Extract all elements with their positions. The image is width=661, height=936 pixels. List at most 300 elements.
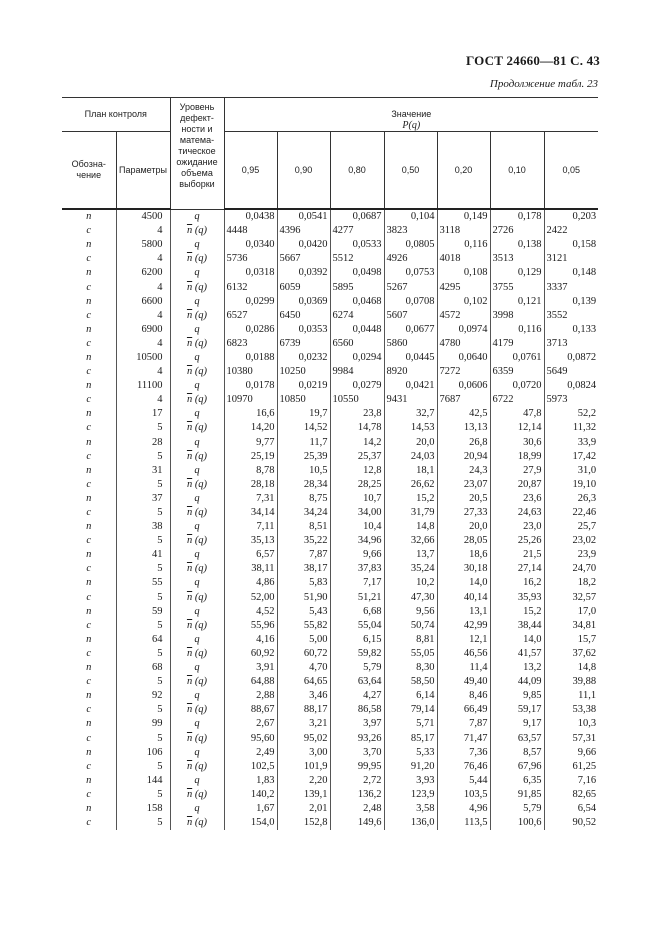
mean-sample-size-symbol: $\overline{n}$	[186, 563, 193, 575]
table-row	[62, 506, 598, 520]
table-row	[62, 421, 598, 435]
header-probability: 0,10	[490, 132, 544, 210]
table-row	[62, 393, 598, 407]
designation-cell: c	[86, 337, 92, 349]
table-row	[62, 224, 598, 238]
header-row-top	[62, 98, 598, 132]
probability-value-cell: 21,5	[490, 548, 544, 562]
mean-sample-size-symbol: $\overline{n}$	[186, 337, 193, 349]
table-row	[62, 450, 598, 464]
probability-value-cell: 17,0	[544, 605, 598, 619]
designation-cell: c	[86, 225, 92, 237]
sampling-plan-table	[62, 97, 598, 830]
probability-value-cell: 86,58	[330, 703, 384, 717]
probability-value-cell: 0,121	[490, 295, 544, 309]
probability-value-cell: 31,0	[544, 464, 598, 478]
level-cell: q	[170, 238, 224, 252]
probability-value-cell: 136,2	[330, 788, 384, 802]
probability-value-cell: 95,60	[224, 731, 277, 745]
probability-value-cell: 60,92	[224, 647, 277, 661]
probability-value-cell: 23,9	[544, 548, 598, 562]
probability-value-cell: 40,14	[437, 591, 490, 605]
designation-cell: c	[86, 676, 92, 688]
parameter-cell: 5800	[116, 238, 170, 252]
parameter-cell: 5	[116, 788, 170, 802]
table-row	[62, 492, 598, 506]
probability-value-cell: 8,78	[224, 464, 277, 478]
probability-value-cell: 23,02	[544, 534, 598, 548]
probability-value-cell: 6823	[224, 337, 277, 351]
probability-value-cell: 0,178	[490, 209, 544, 224]
probability-value-cell: 6132	[224, 280, 277, 294]
designation-cell: c	[86, 647, 92, 659]
probability-value-cell: 0,0606	[437, 379, 490, 393]
probability-value-cell: 25,26	[490, 534, 544, 548]
designation-cell: c	[86, 450, 92, 462]
mean-sample-size-symbol: $\overline{n}$	[186, 422, 193, 434]
table-row	[62, 238, 598, 252]
probability-value-cell: 6739	[277, 337, 330, 351]
level-cell: $\overline{n}$ (q)	[170, 647, 224, 661]
table-row	[62, 209, 598, 224]
parameter-cell: 5	[116, 506, 170, 520]
parameter-cell: 4	[116, 280, 170, 294]
probability-value-cell: 51,90	[277, 591, 330, 605]
probability-value-cell: 55,82	[277, 619, 330, 633]
probability-value-cell: 4780	[437, 337, 490, 351]
level-cell: q	[170, 605, 224, 619]
parameter-cell: 5	[116, 760, 170, 774]
designation-cell: n	[86, 408, 92, 420]
probability-value-cell: 8,75	[277, 492, 330, 506]
level-cell: q	[170, 746, 224, 760]
parameter-cell: 5	[116, 619, 170, 633]
probability-value-cell: 0,0824	[544, 379, 598, 393]
parameter-cell: 106	[116, 746, 170, 760]
probability-value-cell: 0,0299	[224, 295, 277, 309]
probability-value-cell: 3755	[490, 280, 544, 294]
probability-value-cell: 16,6	[224, 407, 277, 421]
probability-value-cell: 5649	[544, 365, 598, 379]
probability-value-cell: 38,17	[277, 562, 330, 576]
probability-value-cell: 47,8	[490, 407, 544, 421]
probability-value-cell: 20,87	[490, 478, 544, 492]
probability-value-cell: 24,03	[384, 450, 437, 464]
probability-value-cell: 15,7	[544, 633, 598, 647]
table-row	[62, 605, 598, 619]
probability-value-cell: 7,31	[224, 492, 277, 506]
probability-value-cell: 5,33	[384, 746, 437, 760]
designation-cell: c	[86, 732, 92, 744]
probability-value-cell: 3,70	[330, 746, 384, 760]
probability-value-cell: 0,0872	[544, 351, 598, 365]
probability-value-cell: 0,133	[544, 323, 598, 337]
designation-cell: n	[86, 211, 92, 223]
designation-cell: c	[86, 507, 92, 519]
parameter-cell: 4	[116, 309, 170, 323]
probability-value-cell: 49,40	[437, 675, 490, 689]
level-cell: $\overline{n}$ (q)	[170, 703, 224, 717]
table-row	[62, 295, 598, 309]
designation-cell: c	[86, 253, 92, 265]
probability-value-cell: 63,64	[330, 675, 384, 689]
table-row	[62, 436, 598, 450]
probability-value-cell: 101,9	[277, 760, 330, 774]
probability-value-cell: 6,57	[224, 548, 277, 562]
designation-cell: n	[86, 690, 92, 702]
probability-value-cell: 0,116	[437, 238, 490, 252]
probability-value-cell: 20,0	[437, 520, 490, 534]
level-cell: q	[170, 436, 224, 450]
probability-value-cell: 39,88	[544, 675, 598, 689]
probability-value-cell: 14,78	[330, 421, 384, 435]
probability-value-cell: 8,30	[384, 661, 437, 675]
table-row	[62, 266, 598, 280]
parameter-cell: 4	[116, 365, 170, 379]
parameter-cell: 5	[116, 478, 170, 492]
probability-value-cell: 0,0498	[330, 266, 384, 280]
probability-value-cell: 8,51	[277, 520, 330, 534]
probability-value-cell: 24,3	[437, 464, 490, 478]
probability-value-cell: 93,26	[330, 731, 384, 745]
designation-cell: n	[86, 464, 92, 476]
designation-cell: c	[86, 760, 92, 772]
probability-value-cell: 9984	[330, 365, 384, 379]
probability-value-cell: 6274	[330, 309, 384, 323]
probability-value-cell: 6450	[277, 309, 330, 323]
probability-value-cell: 22,46	[544, 506, 598, 520]
table-row	[62, 703, 598, 717]
designation-cell: n	[86, 380, 92, 392]
probability-value-cell: 0,0279	[330, 379, 384, 393]
probability-value-cell: 27,9	[490, 464, 544, 478]
probability-value-cell: 14,8	[384, 520, 437, 534]
probability-value-cell: 5267	[384, 280, 437, 294]
probability-value-cell: 35,13	[224, 534, 277, 548]
probability-value-cell: 0,0369	[277, 295, 330, 309]
table-row	[62, 534, 598, 548]
probability-value-cell: 0,158	[544, 238, 598, 252]
probability-value-cell: 32,66	[384, 534, 437, 548]
probability-value-cell: 25,7	[544, 520, 598, 534]
level-cell: q	[170, 323, 224, 337]
probability-value-cell: 2,67	[224, 717, 277, 731]
probability-value-cell: 0,0294	[330, 351, 384, 365]
probability-value-cell: 5895	[330, 280, 384, 294]
probability-value-cell: 5,79	[330, 661, 384, 675]
mean-sample-size-symbol: $\overline{n}$	[186, 478, 193, 490]
probability-value-cell: 18,2	[544, 576, 598, 590]
level-cell: q	[170, 492, 224, 506]
probability-value-cell: 3,58	[384, 802, 437, 816]
mean-sample-size-symbol: $\overline{n}$	[186, 591, 193, 603]
probability-value-cell: 90,52	[544, 816, 598, 830]
probability-value-cell: 100,6	[490, 816, 544, 830]
designation-cell: c	[86, 563, 92, 575]
probability-value-cell: 149,6	[330, 816, 384, 830]
parameter-cell: 17	[116, 407, 170, 421]
probability-value-cell: 0,0392	[277, 266, 330, 280]
probability-value-cell: 37,62	[544, 647, 598, 661]
table-row	[62, 731, 598, 745]
level-cell: $\overline{n}$ (q)	[170, 675, 224, 689]
table-row	[62, 591, 598, 605]
level-cell: $\overline{n}$ (q)	[170, 252, 224, 266]
probability-value-cell: 14,52	[277, 421, 330, 435]
probability-value-cell: 0,0318	[224, 266, 277, 280]
probability-value-cell: 25,39	[277, 450, 330, 464]
level-cell: q	[170, 520, 224, 534]
level-cell: $\overline{n}$ (q)	[170, 421, 224, 435]
designation-cell: n	[86, 521, 92, 533]
parameter-cell: 5	[116, 591, 170, 605]
probability-value-cell: 0,0421	[384, 379, 437, 393]
probability-value-cell: 5,44	[437, 774, 490, 788]
probability-value-cell: 2,72	[330, 774, 384, 788]
probability-value-cell: 5,43	[277, 605, 330, 619]
probability-value-cell: 59,82	[330, 647, 384, 661]
parameter-cell: 38	[116, 520, 170, 534]
parameter-cell: 31	[116, 464, 170, 478]
probability-value-cell: 1,67	[224, 802, 277, 816]
probability-value-cell: 4179	[490, 337, 544, 351]
designation-cell: n	[86, 774, 92, 786]
parameter-cell: 5	[116, 450, 170, 464]
probability-value-cell: 52,00	[224, 591, 277, 605]
mean-sample-size-symbol: $\overline{n}$	[186, 366, 193, 378]
probability-value-cell: 59,17	[490, 703, 544, 717]
level-cell: $\overline{n}$ (q)	[170, 337, 224, 351]
probability-value-cell: 3,46	[277, 689, 330, 703]
level-cell: $\overline{n}$ (q)	[170, 478, 224, 492]
table-row	[62, 478, 598, 492]
level-cell: q	[170, 802, 224, 816]
probability-value-cell: 4295	[437, 280, 490, 294]
header-value	[224, 98, 598, 132]
level-cell: $\overline{n}$ (q)	[170, 591, 224, 605]
designation-cell: c	[86, 394, 92, 406]
probability-value-cell: 82,65	[544, 788, 598, 802]
level-cell: q	[170, 407, 224, 421]
probability-value-cell: 4448	[224, 224, 277, 238]
probability-value-cell: 18,6	[437, 548, 490, 562]
probability-value-cell: 88,17	[277, 703, 330, 717]
designation-cell: c	[86, 788, 92, 800]
level-cell: q	[170, 379, 224, 393]
probability-value-cell: 6,68	[330, 605, 384, 619]
probability-value-cell: 0,0720	[490, 379, 544, 393]
probability-value-cell: 9,17	[490, 717, 544, 731]
probability-value-cell: 8920	[384, 365, 437, 379]
probability-value-cell: 19,7	[277, 407, 330, 421]
probability-value-cell: 60,72	[277, 647, 330, 661]
designation-cell: c	[86, 478, 92, 490]
probability-value-cell: 14,8	[544, 661, 598, 675]
probability-value-cell: 0,0677	[384, 323, 437, 337]
table-row	[62, 280, 598, 294]
probability-value-cell: 5736	[224, 252, 277, 266]
parameter-cell: 68	[116, 661, 170, 675]
parameter-cell: 5	[116, 647, 170, 661]
parameter-cell: 4	[116, 224, 170, 238]
table-row	[62, 689, 598, 703]
designation-cell: n	[86, 633, 92, 645]
probability-value-cell: 11,4	[437, 661, 490, 675]
probability-value-cell: 4,52	[224, 605, 277, 619]
probability-value-cell: 0,0340	[224, 238, 277, 252]
probability-value-cell: 0,0219	[277, 379, 330, 393]
probability-value-cell: 16,2	[490, 576, 544, 590]
probability-value-cell: 3121	[544, 252, 598, 266]
table-row	[62, 548, 598, 562]
probability-value-cell: 7,36	[437, 746, 490, 760]
probability-value-cell: 10,7	[330, 492, 384, 506]
mean-sample-size-symbol: $\overline{n}$	[186, 676, 193, 688]
probability-value-cell: 4396	[277, 224, 330, 238]
header-probability: 0,20	[437, 132, 490, 210]
probability-value-cell: 34,24	[277, 506, 330, 520]
mean-sample-size-symbol: $\overline{n}$	[186, 281, 193, 293]
probability-value-cell: 35,22	[277, 534, 330, 548]
designation-cell: n	[86, 746, 92, 758]
probability-value-cell: 51,21	[330, 591, 384, 605]
probability-value-cell: 6059	[277, 280, 330, 294]
parameter-cell: 28	[116, 436, 170, 450]
table-continuation-label: Продолжение табл. 23	[489, 78, 598, 90]
probability-value-cell: 4572	[437, 309, 490, 323]
probability-value-cell: 0,0420	[277, 238, 330, 252]
mean-sample-size-symbol: $\overline{n}$	[186, 732, 193, 744]
probability-value-cell: 50,74	[384, 619, 437, 633]
probability-value-cell: 5667	[277, 252, 330, 266]
probability-value-cell: 103,5	[437, 788, 490, 802]
header-value-label: Значение	[391, 109, 432, 119]
table-body	[62, 209, 598, 830]
probability-value-cell: 7272	[437, 365, 490, 379]
probability-value-cell: 52,2	[544, 407, 598, 421]
table-row	[62, 576, 598, 590]
probability-value-cell: 7,16	[544, 774, 598, 788]
probability-value-cell: 5,79	[490, 802, 544, 816]
running-head: ГОСТ 24660—81 С. 43	[466, 53, 600, 68]
probability-value-cell: 32,7	[384, 407, 437, 421]
probability-value-cell: 7687	[437, 393, 490, 407]
probability-value-cell: 7,87	[437, 717, 490, 731]
probability-value-cell: 0,0533	[330, 238, 384, 252]
probability-value-cell: 85,17	[384, 731, 437, 745]
level-cell: q	[170, 209, 224, 224]
probability-value-cell: 0,0232	[277, 351, 330, 365]
mean-sample-size-symbol: $\overline{n}$	[186, 704, 193, 716]
mean-sample-size-symbol: $\overline{n}$	[186, 535, 193, 547]
header-designation: Обозна- чение	[62, 132, 116, 210]
parameter-cell: 10500	[116, 351, 170, 365]
table-row	[62, 520, 598, 534]
probability-value-cell: 20,94	[437, 450, 490, 464]
probability-value-cell: 30,18	[437, 562, 490, 576]
probability-value-cell: 34,96	[330, 534, 384, 548]
parameter-cell: 5	[116, 816, 170, 830]
probability-value-cell: 0,0805	[384, 238, 437, 252]
probability-value-cell: 20,5	[437, 492, 490, 506]
designation-cell: n	[86, 662, 92, 674]
probability-value-cell: 28,18	[224, 478, 277, 492]
probability-value-cell: 14,20	[224, 421, 277, 435]
probability-value-cell: 0,104	[384, 209, 437, 224]
header-parameters: Параметры	[116, 132, 170, 210]
parameter-cell: 4	[116, 337, 170, 351]
probability-value-cell: 6560	[330, 337, 384, 351]
probability-value-cell: 46,56	[437, 647, 490, 661]
parameter-cell: 37	[116, 492, 170, 506]
probability-value-cell: 0,0640	[437, 351, 490, 365]
probability-value-cell: 79,14	[384, 703, 437, 717]
level-cell: q	[170, 689, 224, 703]
probability-value-cell: 0,149	[437, 209, 490, 224]
probability-value-cell: 7,87	[277, 548, 330, 562]
header-row-bottom	[62, 132, 598, 210]
probability-value-cell: 0,129	[490, 266, 544, 280]
level-cell: q	[170, 633, 224, 647]
probability-value-cell: 28,25	[330, 478, 384, 492]
probability-value-cell: 3,93	[384, 774, 437, 788]
probability-value-cell: 3998	[490, 309, 544, 323]
probability-value-cell: 0,0753	[384, 266, 437, 280]
probability-value-cell: 8,81	[384, 633, 437, 647]
probability-value-cell: 11,32	[544, 421, 598, 435]
designation-cell: n	[86, 351, 92, 363]
probability-value-cell: 10,2	[384, 576, 437, 590]
probability-value-cell: 5,83	[277, 576, 330, 590]
probability-value-cell: 35,93	[490, 591, 544, 605]
probability-value-cell: 26,3	[544, 492, 598, 506]
designation-cell: c	[86, 535, 92, 547]
probability-value-cell: 9,66	[330, 548, 384, 562]
probability-value-cell: 10550	[330, 393, 384, 407]
table-row	[62, 633, 598, 647]
probability-value-cell: 10,4	[330, 520, 384, 534]
designation-cell: n	[86, 549, 92, 561]
probability-value-cell: 58,50	[384, 675, 437, 689]
probability-value-cell: 26,62	[384, 478, 437, 492]
probability-value-cell: 2,48	[330, 802, 384, 816]
probability-value-cell: 3,91	[224, 661, 277, 675]
parameter-cell: 4	[116, 252, 170, 266]
probability-value-cell: 0,0445	[384, 351, 437, 365]
probability-value-cell: 11,7	[277, 436, 330, 450]
designation-cell: c	[86, 366, 92, 378]
probability-value-cell: 9,56	[384, 605, 437, 619]
probability-value-cell: 3118	[437, 224, 490, 238]
probability-value-cell: 3,00	[277, 746, 330, 760]
probability-value-cell: 6,35	[490, 774, 544, 788]
probability-value-cell: 2,88	[224, 689, 277, 703]
probability-value-cell: 38,44	[490, 619, 544, 633]
designation-cell: n	[86, 323, 92, 335]
parameter-cell: 92	[116, 689, 170, 703]
probability-value-cell: 99,95	[330, 760, 384, 774]
probability-value-cell: 37,83	[330, 562, 384, 576]
probability-value-cell: 15,2	[384, 492, 437, 506]
probability-value-cell: 0,0687	[330, 209, 384, 224]
table-row	[62, 760, 598, 774]
probability-value-cell: 10,3	[544, 717, 598, 731]
probability-value-cell: 14,53	[384, 421, 437, 435]
probability-value-cell: 32,57	[544, 591, 598, 605]
probability-value-cell: 38,11	[224, 562, 277, 576]
mean-sample-size-symbol: $\overline{n}$	[186, 788, 193, 800]
probability-value-cell: 27,33	[437, 506, 490, 520]
